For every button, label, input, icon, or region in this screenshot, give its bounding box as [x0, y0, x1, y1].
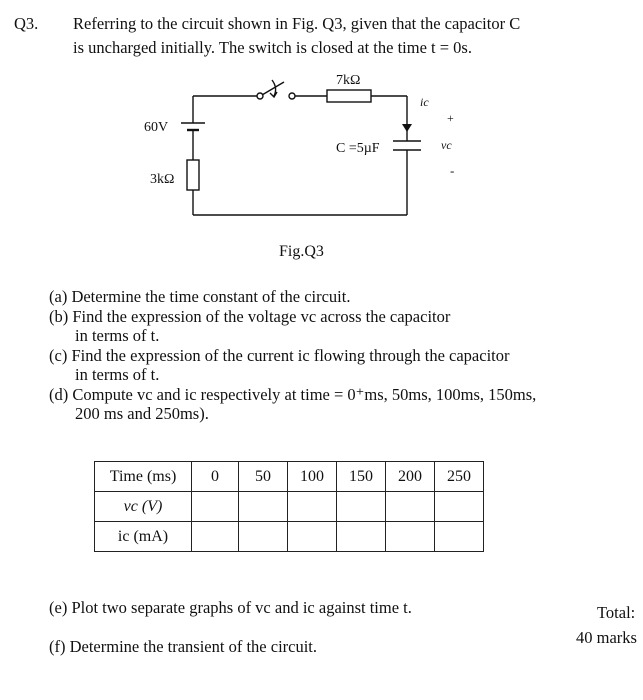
label-current-ic: ic — [420, 95, 429, 109]
table-header-cell: Time (ms) — [95, 462, 192, 492]
switch-blade — [262, 82, 284, 95]
table-cell — [288, 492, 337, 522]
table-header-cell: 0 — [192, 462, 239, 492]
label-capacitor: C =5µF — [336, 141, 380, 156]
marks-label: Total: — [597, 603, 636, 622]
question-intro-line-2: is uncharged initially. The switch is closed at the time t = 0s. — [73, 38, 472, 57]
label-minus: - — [450, 163, 455, 178]
table-header-cell: 150 — [337, 462, 386, 492]
current-arrow — [402, 124, 412, 132]
table-cell — [386, 492, 435, 522]
part-b-line-1: (b) Find the expression of the voltage vc across the capacitor — [49, 307, 451, 326]
label-voltage-vc: vc — [441, 138, 452, 152]
question-number: Q3. — [14, 14, 39, 33]
table-header-cell: 200 — [386, 462, 435, 492]
table-cell — [239, 522, 288, 552]
part-f: (f) Determine the transient of the circuit. — [49, 637, 318, 656]
table-cell — [192, 492, 239, 522]
resistor-3k — [187, 160, 199, 190]
table-cell — [386, 522, 435, 552]
resistor-7k — [327, 90, 371, 102]
part-c-line-1: (c) Find the expression of the current ic flowing through the capacitor — [49, 346, 510, 365]
part-e: (e) Plot two separate graphs of vc and ic against time t. — [49, 598, 412, 617]
table-cell — [337, 492, 386, 522]
label-plus: + — [447, 111, 454, 125]
question-intro-line-1: Referring to the circuit shown in Fig. Q3, given that the capacitor C — [73, 14, 521, 33]
part-b-line-2: in terms of t. — [75, 326, 160, 345]
table-row-ic — [95, 522, 484, 552]
table-row-label: vc (V) — [95, 492, 192, 522]
table-header-cell: 250 — [435, 462, 484, 492]
switch-terminal-right — [289, 93, 295, 99]
part-a: (a) Determine the time constant of the circuit. — [49, 287, 351, 306]
part-c-line-2: in terms of t. — [75, 365, 160, 384]
label-7k: 7kΩ — [336, 73, 361, 88]
label-3k: 3kΩ — [150, 172, 175, 187]
marks-value: 40 marks — [576, 628, 637, 647]
label-60v: 60V — [144, 120, 169, 135]
table-cell — [192, 522, 239, 552]
table-header-row — [95, 462, 484, 492]
part-d-line-2: 200 ms and 250ms). — [75, 404, 209, 423]
table-cell — [288, 522, 337, 552]
switch-arrowhead — [270, 92, 277, 97]
table-cell — [435, 522, 484, 552]
table-row-vc — [95, 492, 484, 522]
table-row-label: ic (mA) — [95, 522, 192, 552]
table-cell — [435, 492, 484, 522]
table-header-cell: 100 — [288, 462, 337, 492]
part-d-line-1: (d) Compute vc and ic respectively at time = 0⁺ms, 50ms, 100ms, 150ms, — [49, 385, 537, 404]
values-table — [94, 461, 484, 552]
table-header-cell: 50 — [239, 462, 288, 492]
circuit-diagram — [0, 0, 643, 270]
switch-terminal-left — [257, 93, 263, 99]
figure-caption: Fig.Q3 — [279, 243, 324, 260]
table-cell — [239, 492, 288, 522]
table-cell — [337, 522, 386, 552]
